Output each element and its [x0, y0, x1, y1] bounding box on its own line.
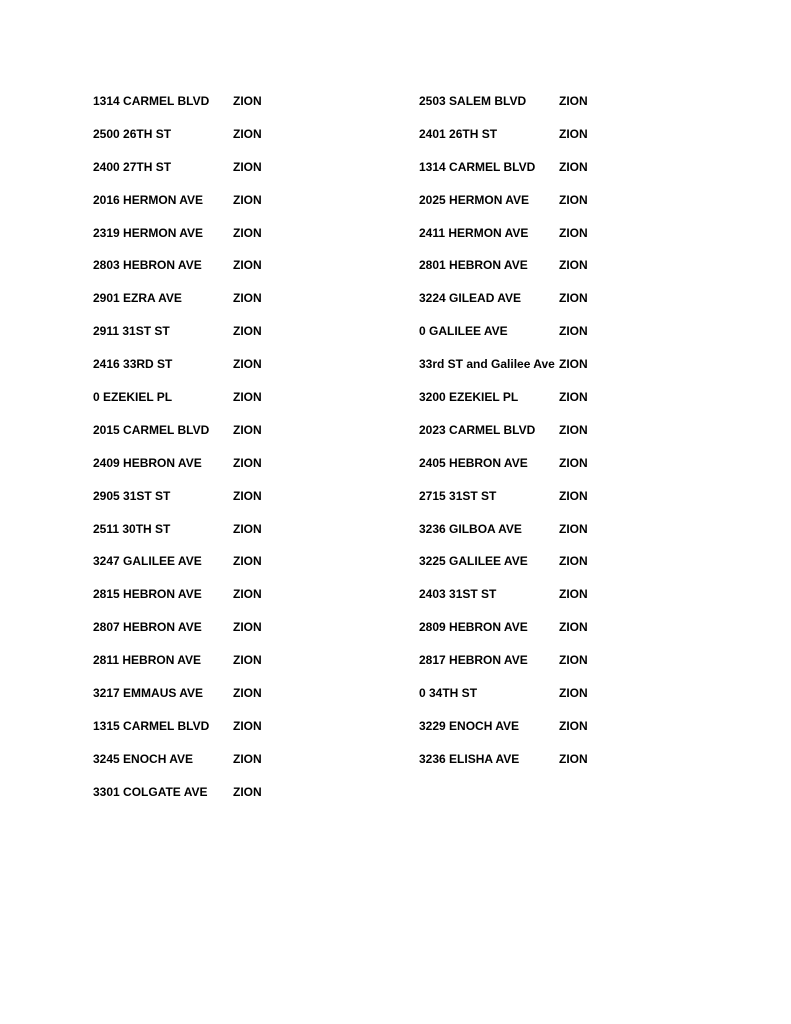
street-address: 1314 CARMEL BLVD [93, 94, 210, 108]
address-row [419, 619, 719, 652]
street-address: 3301 COLGATE AVE [93, 784, 208, 799]
city-name: ZION [559, 225, 588, 240]
address-row [93, 192, 393, 225]
street-address: 3236 GILBOA AVE [419, 521, 522, 536]
city-name: ZION [559, 258, 588, 273]
city-name: ZION [559, 686, 588, 701]
city-name: ZION [233, 620, 262, 635]
street-address: 2905 31ST ST [93, 488, 171, 503]
address-row [419, 553, 719, 586]
street-address: 3225 GALILEE AVE [419, 554, 528, 569]
street-address: 3229 ENOCH AVE [419, 718, 520, 733]
street-address: 2801 HEBRON AVE [419, 258, 528, 273]
address-row [93, 159, 393, 192]
street-address: 2400 27TH ST [93, 159, 172, 174]
address-row [93, 225, 393, 258]
city-name: ZION [233, 357, 262, 372]
city-name: ZION [559, 324, 588, 339]
street-address: 2803 HEBRON AVE [93, 258, 202, 273]
address-row [419, 652, 719, 685]
street-address: 2023 CARMEL BLVD [419, 422, 536, 437]
city-name: ZION [559, 653, 588, 668]
street-address: 3200 EZEKIEL PL [419, 390, 519, 405]
city-name: ZION [559, 291, 588, 306]
address-row [419, 93, 719, 126]
city-name: ZION [233, 521, 262, 536]
street-address: 1315 CARMEL BLVD [93, 718, 210, 733]
address-row [93, 126, 393, 159]
city-name: ZION [559, 718, 588, 733]
city-name: ZION [233, 751, 262, 766]
street-address: 2817 HEBRON AVE [419, 653, 528, 668]
street-address: 2025 HERMON AVE [419, 192, 530, 207]
street-address: 2016 HERMON AVE [93, 192, 204, 207]
city-name: ZION [233, 718, 262, 733]
street-address: 3236 ELISHA AVE [419, 751, 520, 766]
address-row [93, 488, 393, 521]
address-row [93, 93, 393, 126]
city-name: ZION [233, 159, 262, 174]
city-name: ZION [233, 653, 262, 668]
city-name: ZION [233, 225, 262, 240]
city-name: ZION [559, 159, 588, 174]
city-name: ZION [233, 784, 262, 799]
city-name: ZION [559, 390, 588, 405]
city-name: ZION [559, 488, 588, 503]
city-name: ZION [559, 554, 588, 569]
city-name: ZION [559, 620, 588, 635]
address-row [93, 356, 393, 389]
city-name: ZION [559, 751, 588, 766]
city-name: ZION [233, 94, 262, 108]
street-address: 0 34TH ST [419, 686, 478, 701]
address-row [419, 225, 719, 258]
address-row [419, 488, 719, 521]
city-name: ZION [233, 291, 262, 306]
street-address: 3247 GALILEE AVE [93, 554, 202, 569]
street-address: 0 EZEKIEL PL [93, 390, 173, 405]
address-row [93, 586, 393, 619]
right-address-column [419, 93, 719, 784]
city-name: ZION [233, 324, 262, 339]
address-row [93, 290, 393, 323]
address-row [93, 553, 393, 586]
address-row [93, 257, 393, 290]
street-address: 2911 31ST ST [93, 324, 170, 339]
city-name: ZION [233, 126, 262, 141]
street-address: 0 GALILEE AVE [419, 324, 508, 339]
address-row [419, 455, 719, 488]
city-name: ZION [233, 258, 262, 273]
address-row [93, 751, 393, 784]
address-row [419, 586, 719, 619]
address-row [93, 455, 393, 488]
street-address: 2901 EZRA AVE [93, 291, 182, 306]
address-row [93, 389, 393, 422]
address-row [419, 422, 719, 455]
street-address: 2815 HEBRON AVE [93, 587, 202, 602]
street-address: 2409 HEBRON AVE [93, 455, 202, 470]
city-name: ZION [559, 192, 588, 207]
city-name: ZION [559, 455, 588, 470]
address-row [419, 356, 719, 389]
address-row [419, 751, 719, 784]
address-row [419, 521, 719, 554]
city-name: ZION [559, 94, 588, 108]
address-row [419, 685, 719, 718]
address-row [93, 521, 393, 554]
address-row [419, 257, 719, 290]
city-name: ZION [233, 587, 262, 602]
city-name: ZION [559, 422, 588, 437]
city-name: ZION [233, 488, 262, 503]
street-address: 3224 GILEAD AVE [419, 291, 522, 306]
city-name: ZION [233, 686, 262, 701]
city-name: ZION [559, 587, 588, 602]
street-address: 2811 HEBRON AVE [93, 653, 202, 668]
street-address: 2416 33RD ST [93, 357, 173, 372]
street-address: 2500 26TH ST [93, 126, 172, 141]
address-row [419, 126, 719, 159]
city-name: ZION [559, 521, 588, 536]
street-address: 2405 HEBRON AVE [419, 455, 528, 470]
address-row [419, 192, 719, 225]
city-name: ZION [233, 455, 262, 470]
street-address: 2715 31ST ST [419, 488, 497, 503]
street-address: 2015 CARMEL BLVD [93, 422, 210, 437]
street-address: 3245 ENOCH AVE [93, 751, 194, 766]
address-row [93, 685, 393, 718]
city-name: ZION [233, 554, 262, 569]
street-address: 2403 31ST ST [419, 587, 497, 602]
address-row [93, 422, 393, 455]
address-row [419, 290, 719, 323]
address-row [419, 159, 719, 192]
street-address: 2411 HERMON AVE [419, 225, 529, 240]
address-row [93, 619, 393, 652]
address-row [419, 389, 719, 422]
street-address: 33rd ST and Galilee Ave [419, 357, 555, 372]
address-row [93, 784, 393, 817]
address-row [93, 718, 393, 751]
street-address: 2503 SALEM BLVD [419, 94, 527, 108]
left-address-column [93, 93, 393, 817]
address-row [93, 323, 393, 356]
street-address: 2807 HEBRON AVE [93, 620, 202, 635]
address-row [93, 652, 393, 685]
city-name: ZION [233, 390, 262, 405]
street-address: 2401 26TH ST [419, 126, 498, 141]
city-name: ZION [233, 422, 262, 437]
street-address: 2319 HERMON AVE [93, 225, 204, 240]
city-name: ZION [559, 357, 588, 372]
street-address: 2809 HEBRON AVE [419, 620, 528, 635]
street-address: 3217 EMMAUS AVE [93, 686, 204, 701]
city-name: ZION [233, 192, 262, 207]
address-row [419, 323, 719, 356]
city-name: ZION [559, 126, 588, 141]
street-address: 1314 CARMEL BLVD [419, 159, 536, 174]
address-row [419, 718, 719, 751]
street-address: 2511 30TH ST [93, 521, 171, 536]
